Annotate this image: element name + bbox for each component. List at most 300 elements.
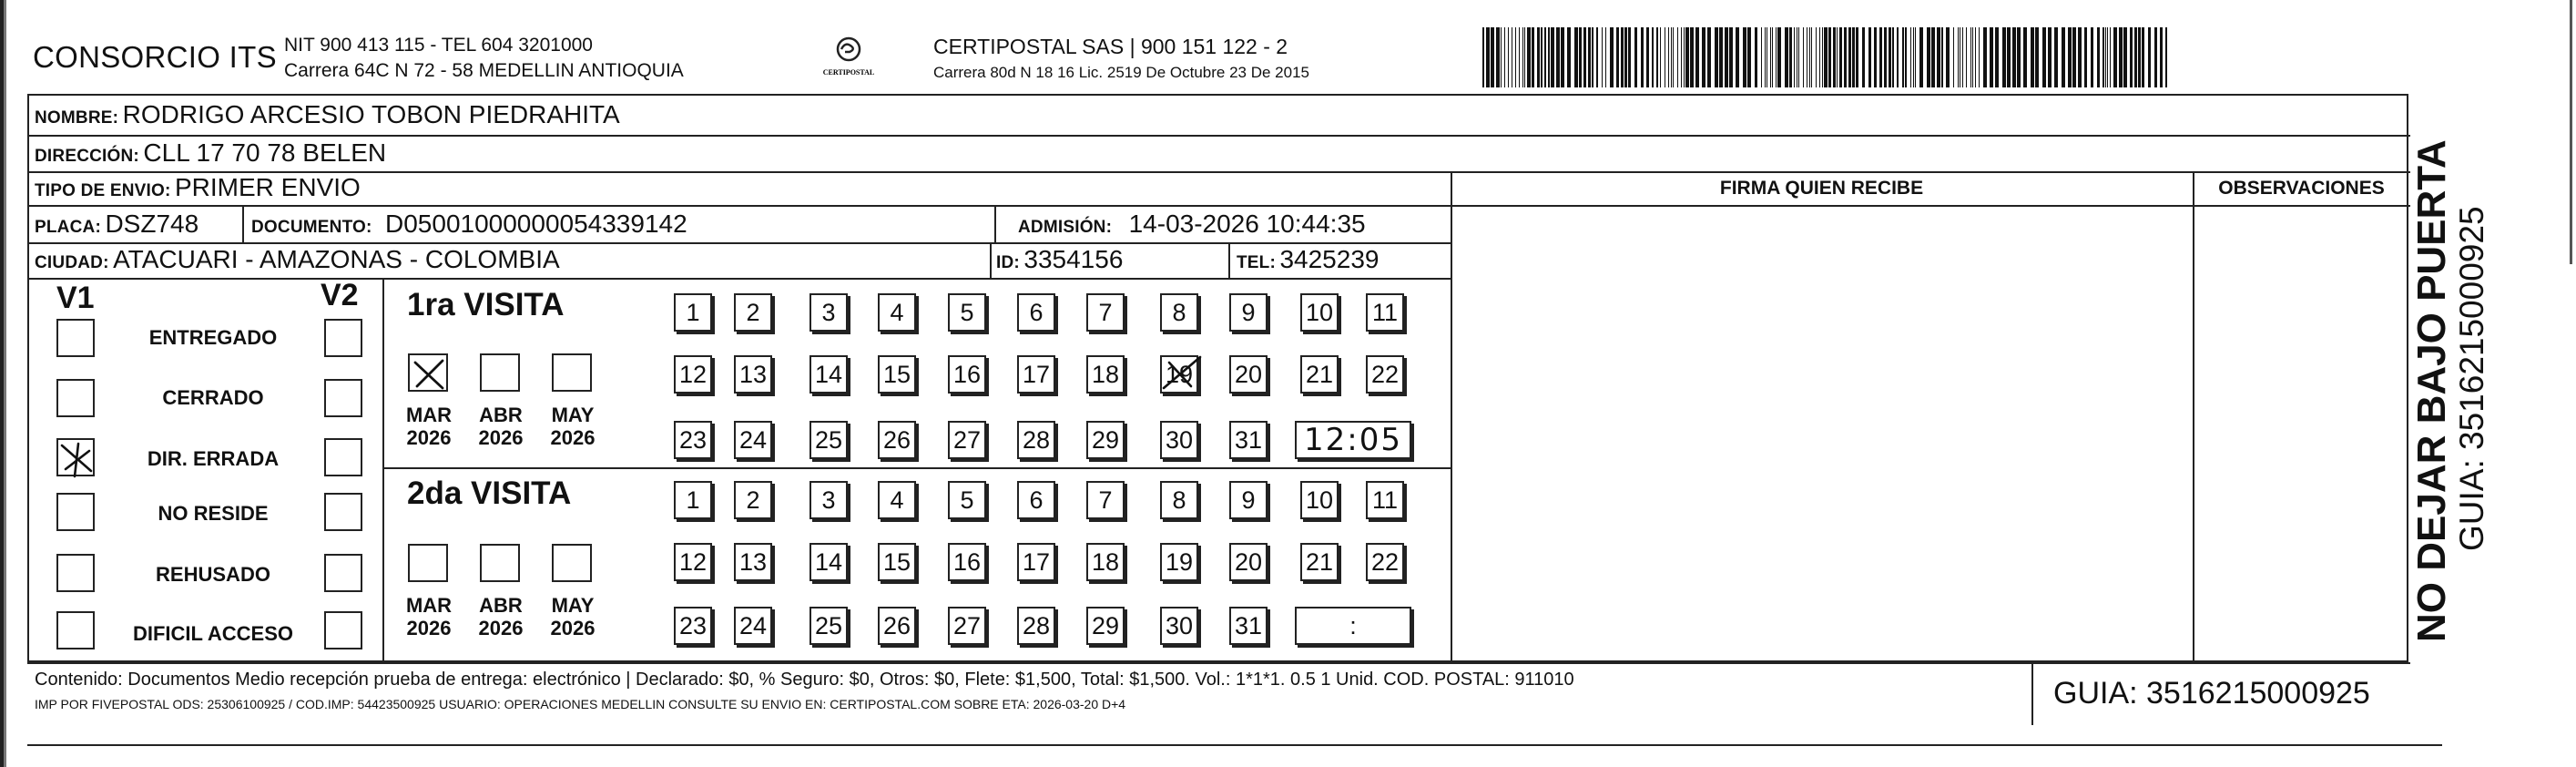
month-name: MAR — [405, 404, 453, 426]
barcode-bar — [1652, 27, 1654, 87]
barcode-bar — [2007, 27, 2011, 87]
barcode-bar — [1990, 27, 1993, 87]
barcode-bar — [1979, 27, 1980, 87]
day-box-7[interactable]: 7 — [1086, 481, 1125, 519]
barcode-bar — [2002, 27, 2006, 87]
courier-license: Carrera 80d N 18 16 Lic. 2519 De Octubre 23 De 2015 — [933, 64, 1309, 81]
barcode-bar — [1828, 27, 1831, 87]
day-box-20[interactable]: 20 — [1229, 355, 1268, 394]
barcode-bar — [1833, 27, 1836, 87]
barcode-bar — [2084, 27, 2087, 87]
barcode-bar — [1777, 27, 1781, 87]
second-visit-month-may-checkbox[interactable] — [552, 544, 592, 582]
city-label: CIUDAD: — [35, 253, 109, 272]
day-box-9[interactable]: 9 — [1229, 481, 1268, 519]
second-visit-month-may — [541, 594, 605, 640]
rule-city-id — [990, 242, 992, 278]
barcode-bar — [1574, 27, 1578, 87]
barcode-bar — [1641, 27, 1644, 87]
certipostal-logo-icon — [815, 36, 882, 80]
barcode-bar — [1941, 27, 1943, 87]
barcode-bar — [1743, 27, 1746, 87]
plate-cell — [35, 210, 199, 239]
status-label-rehusado: REHUSADO — [156, 563, 270, 586]
day-box-1[interactable]: 1 — [674, 293, 712, 332]
second-visit-time-value: : — [1349, 612, 1357, 639]
barcode-bar — [1892, 27, 1894, 87]
barcode-bar — [2138, 27, 2141, 87]
barcode-bar — [1794, 27, 1795, 87]
v2-checkbox-no-reside[interactable] — [324, 493, 362, 531]
status-label-cerrado: CERRADO — [162, 386, 264, 409]
city-cell — [35, 245, 560, 274]
barcode-bar — [2035, 27, 2039, 87]
side-warning: NO DEJAR BAJO PUERTA — [2409, 139, 2454, 642]
month-year: 2026 — [478, 617, 524, 640]
barcode-bar — [1905, 27, 1907, 87]
id-label: ID: — [996, 253, 1020, 272]
barcode-bar — [1913, 27, 1914, 87]
v1-checkbox-rehusado[interactable] — [56, 554, 95, 592]
scan-edge-right — [2570, 0, 2572, 264]
send-type-row — [35, 173, 361, 202]
barcode-bar — [1747, 27, 1751, 87]
barcode-bar — [2105, 27, 2106, 87]
day-box-6[interactable]: 6 — [1017, 293, 1055, 332]
rule-columns-header — [1451, 205, 2410, 207]
barcode-bar — [1515, 27, 1516, 87]
rule-plate — [27, 242, 1451, 244]
barcode-bar — [1685, 27, 1689, 87]
v2-checkbox-entregado[interactable] — [324, 319, 362, 357]
barcode-bar — [2048, 27, 2052, 87]
day-box-5[interactable]: 5 — [948, 293, 986, 332]
day-box-13[interactable]: 13 — [734, 355, 772, 394]
barcode-bar — [1868, 27, 1871, 87]
v2-checkbox-rehusado[interactable] — [324, 554, 362, 592]
month-year: 2026 — [550, 426, 596, 450]
second-visit-month-abr-checkbox[interactable] — [480, 544, 520, 582]
v1-checkbox-cerrado[interactable] — [56, 379, 95, 417]
barcode-bar — [1579, 27, 1582, 87]
barcode-bar — [1776, 27, 1777, 87]
day-box-14[interactable]: 14 — [809, 355, 848, 394]
day-box-4[interactable]: 4 — [878, 293, 916, 332]
day-box-1[interactable]: 1 — [674, 481, 712, 519]
barcode-bar — [1785, 27, 1788, 87]
barcode-bar — [2165, 27, 2167, 87]
rule-doc-admision — [994, 206, 996, 242]
barcode-bar — [2054, 27, 2058, 87]
day-box-30[interactable]: 30 — [1160, 607, 1198, 645]
status-label-dir-errada: DIR. ERRADA — [147, 447, 280, 470]
day-box-29[interactable]: 29 — [1086, 421, 1125, 459]
day-box-9[interactable]: 9 — [1229, 293, 1268, 332]
address-row — [35, 138, 386, 168]
rule-footer — [27, 662, 2410, 664]
send-type-label: TIPO DE ENVIO: — [35, 181, 171, 200]
send-type: PRIMER ENVIO — [175, 173, 361, 201]
barcode-bar — [1966, 27, 1967, 87]
barcode-bar — [2072, 27, 2076, 87]
bottom-rule — [27, 744, 2442, 746]
barcode-bar — [1668, 27, 1669, 87]
day-box-23[interactable]: 23 — [674, 421, 712, 459]
barcode-bar — [1972, 27, 1973, 87]
barcode-bar — [1837, 27, 1838, 87]
rule-city — [27, 278, 1451, 280]
barcode-bar — [2123, 27, 2127, 87]
day-box-15[interactable]: 15 — [878, 543, 916, 581]
barcode-bar — [1646, 27, 1649, 87]
barcode-bar — [1946, 27, 1950, 87]
barcode-bar — [1761, 27, 1762, 87]
day-box-28[interactable]: 28 — [1017, 421, 1055, 459]
tel-label: TEL: — [1237, 253, 1277, 272]
footer-content: Contenido: Documentos Medio recepción prueba de entrega: electrónico | Declarado: $0, % Seguro: $0, Otros: $0, Flete: $1,500, Total: $1,500. Vol.: 1*1*1. 0.5 1 Unid. COD. POSTAL: 911010 — [35, 670, 1574, 690]
barcode-bar — [1919, 27, 1923, 87]
day-box-3[interactable]: 3 — [809, 481, 848, 519]
day-box-16[interactable]: 16 — [948, 355, 986, 394]
rule-footer-guia — [2031, 662, 2033, 725]
barcode-bar — [2097, 27, 2100, 87]
barcode-bar — [1567, 27, 1571, 87]
day-box-18[interactable]: 18 — [1086, 543, 1125, 581]
day-box-19[interactable]: 19 — [1160, 543, 1198, 581]
second-visit-month-abr — [469, 594, 533, 640]
barcode-bar — [1915, 27, 1916, 87]
v2-checkbox-dir-errada[interactable] — [324, 438, 362, 476]
barcode-bar — [1707, 27, 1711, 87]
barcode-bar — [1501, 27, 1502, 87]
day-box-12[interactable]: 12 — [674, 543, 712, 581]
first-visit-month-may — [541, 404, 605, 450]
admission-label: ADMISIÓN: — [1018, 218, 1113, 237]
day-box-4[interactable]: 4 — [878, 481, 916, 519]
day-box-17[interactable]: 17 — [1017, 355, 1055, 394]
barcode-bar — [1819, 27, 1820, 87]
barcode-bar — [1621, 27, 1624, 87]
barcode-bar — [1824, 27, 1828, 87]
barcode-bar — [2068, 27, 2072, 87]
barcode-bar — [1610, 27, 1614, 87]
barcode-bar — [1695, 27, 1699, 87]
barcode-bar — [1811, 27, 1812, 87]
barcode-bar — [2134, 27, 2137, 87]
footer-guia-number: GUIA: 3516215000925 — [2053, 676, 2370, 711]
status-label-dificil-acceso: DIFICIL ACCESO — [132, 622, 293, 645]
barcode-bar — [2113, 27, 2117, 87]
barcode-bar — [1508, 27, 1509, 87]
barcode-bar — [1729, 27, 1733, 87]
barcode-bar — [2091, 27, 2093, 87]
barcode-bar — [1504, 27, 1505, 87]
barcode-bar — [1822, 27, 1823, 87]
day-box-30[interactable]: 30 — [1160, 421, 1198, 459]
day-box-24[interactable]: 24 — [734, 607, 772, 645]
barcode-bar — [1816, 27, 1817, 87]
barcode-bar — [2042, 27, 2046, 87]
barcode-bar — [2023, 27, 2027, 87]
barcode-bar — [1551, 27, 1554, 87]
day-box-14[interactable]: 14 — [809, 543, 848, 581]
plate-label: PLACA: — [35, 218, 101, 237]
plate-value: DSZ748 — [105, 210, 199, 238]
document-value: D05001000000054339142 — [385, 210, 687, 238]
day-box-15[interactable]: 15 — [878, 355, 916, 394]
v2-checkbox-cerrado[interactable] — [324, 379, 362, 417]
day-box-26[interactable]: 26 — [878, 421, 916, 459]
month-year: 2026 — [406, 617, 452, 640]
day-box-21[interactable]: 21 — [1300, 355, 1339, 394]
barcode-bar — [2160, 27, 2163, 87]
side-guia-number: GUIA: 3516215000925 — [2453, 206, 2490, 551]
day-box-3[interactable]: 3 — [809, 293, 848, 332]
day-box-12[interactable]: 12 — [674, 355, 712, 394]
barcode-bar — [1519, 27, 1520, 87]
first-visit-month-abr — [469, 404, 533, 450]
handwritten-x-icon — [410, 355, 450, 394]
barcode-bar — [1592, 27, 1593, 87]
scan-edge-left — [0, 0, 6, 767]
company-address: Carrera 64C N 72 - 58 MEDELLIN ANTIOQUIA — [284, 60, 684, 81]
barcode-bar — [1660, 27, 1661, 87]
barcode-bar — [2154, 27, 2157, 87]
barcode-bar — [1715, 27, 1718, 87]
barcode-bar — [1995, 27, 1999, 87]
document-cell — [251, 210, 687, 239]
barcode-bar — [1596, 27, 1598, 87]
day-box-11[interactable]: 11 — [1366, 293, 1404, 332]
barcode-bar — [2017, 27, 2021, 87]
month-name: MAY — [551, 594, 595, 617]
barcode-bar — [1856, 27, 1858, 87]
rule-sig-left — [1451, 171, 1452, 662]
day-box-17[interactable]: 17 — [1017, 543, 1055, 581]
v2-checkbox-dificil-acceso[interactable] — [324, 611, 362, 649]
day-box-7[interactable]: 7 — [1086, 293, 1125, 332]
barcode-bar — [1839, 27, 1842, 87]
barcode-bar — [1624, 27, 1627, 87]
day-box-16[interactable]: 16 — [948, 543, 986, 581]
barcode-bar — [1862, 27, 1865, 87]
courier-name: CERTIPOSTAL SAS | 900 151 122 - 2 — [933, 35, 1288, 58]
day-box-20[interactable]: 20 — [1229, 543, 1268, 581]
barcode-bar — [1482, 27, 1484, 87]
month-name: ABR — [479, 594, 523, 617]
rule-send-type — [27, 205, 1451, 207]
day-box-10[interactable]: 10 — [1300, 293, 1339, 332]
month-name: MAR — [405, 594, 453, 617]
day-box-10[interactable]: 10 — [1300, 481, 1339, 519]
day-box-22[interactable]: 22 — [1366, 543, 1404, 581]
barcode-bar — [1958, 27, 1959, 87]
rule-visit-split — [382, 467, 1451, 469]
barcode-bar — [1616, 27, 1619, 87]
barcode-bar — [2107, 27, 2108, 87]
day-box-28[interactable]: 28 — [1017, 607, 1055, 645]
city-value: ATACUARI - AMAZONAS - COLOMBIA — [113, 245, 560, 273]
day-box-23[interactable]: 23 — [674, 607, 712, 645]
barcode-bar — [1602, 27, 1603, 87]
barcode-bar — [1524, 27, 1525, 87]
day-box-5[interactable]: 5 — [948, 481, 986, 519]
v1-checkbox-dificil-acceso[interactable] — [56, 611, 95, 649]
barcode-bar — [1656, 27, 1658, 87]
day-box-27[interactable]: 27 — [948, 421, 986, 459]
day-box-11[interactable]: 11 — [1366, 481, 1404, 519]
v2-header: V2 — [321, 278, 359, 312]
first-visit-month-mar-checkbox[interactable] — [408, 353, 448, 392]
barcode-bar — [1962, 27, 1963, 87]
barcode — [1482, 27, 2174, 87]
day-box-24[interactable]: 24 — [734, 421, 772, 459]
barcode-bar — [1673, 27, 1674, 87]
admission-cell — [1018, 210, 1366, 239]
barcode-bar — [2078, 27, 2082, 87]
v1-header: V1 — [56, 281, 95, 315]
document-label: DOCUMENTO: — [251, 218, 372, 237]
tel-value: 3425239 — [1279, 245, 1380, 273]
barcode-bar — [1937, 27, 1940, 87]
barcode-bar — [1725, 27, 1728, 87]
barcode-bar — [1884, 27, 1887, 87]
barcode-bar — [2012, 27, 2016, 87]
barcode-bar — [1803, 27, 1804, 87]
barcode-bar — [1681, 27, 1682, 87]
barcode-bar — [1719, 27, 1723, 87]
v1-checkbox-no-reside[interactable] — [56, 493, 95, 531]
barcode-bar — [1844, 27, 1847, 87]
day-box-18[interactable]: 18 — [1086, 355, 1125, 394]
first-visit-time[interactable] — [1295, 421, 1411, 459]
recipient-address: CLL 17 70 78 BELEN — [143, 138, 387, 167]
second-visit-time[interactable] — [1295, 607, 1411, 645]
barcode-bar — [1605, 27, 1606, 87]
barcode-bar — [1486, 27, 1490, 87]
day-box-31[interactable]: 31 — [1229, 607, 1268, 645]
month-year: 2026 — [406, 426, 452, 450]
barcode-bar — [1537, 27, 1540, 87]
barcode-bar — [1628, 27, 1631, 87]
barcode-bar — [1588, 27, 1591, 87]
barcode-bar — [1897, 27, 1899, 87]
signature-header: FIRMA QUIEN RECIBE — [1719, 178, 1924, 199]
day-box-8[interactable]: 8 — [1160, 481, 1198, 519]
barcode-bar — [1852, 27, 1855, 87]
barcode-bar — [2148, 27, 2151, 87]
second-visit-title: 2da VISITA — [407, 476, 572, 511]
month-year: 2026 — [550, 617, 596, 640]
day-box-29[interactable]: 29 — [1086, 607, 1125, 645]
day-box-25[interactable]: 25 — [809, 607, 848, 645]
barcode-bar — [1548, 27, 1550, 87]
barcode-bar — [2103, 27, 2104, 87]
day-box-21[interactable]: 21 — [1300, 543, 1339, 581]
day-box-19[interactable]: 19 — [1160, 355, 1198, 394]
rule-obs-left — [2193, 171, 2194, 662]
v1-checkbox-dir-errada[interactable] — [56, 438, 95, 476]
barcode-bar — [1684, 27, 1685, 87]
day-box-26[interactable]: 26 — [878, 607, 916, 645]
barcode-bar — [1765, 27, 1766, 87]
name-row — [35, 100, 620, 129]
barcode-bar — [1755, 27, 1757, 87]
barcode-bar — [1561, 27, 1564, 87]
barcode-bar — [1809, 27, 1810, 87]
first-visit-month-abr-checkbox[interactable] — [480, 353, 520, 392]
admission-value: 14-03-2026 10:44:35 — [1128, 210, 1366, 238]
barcode-bar — [2130, 27, 2133, 87]
rule-plate-doc — [242, 206, 244, 242]
second-visit-month-mar-checkbox[interactable] — [408, 544, 448, 582]
barcode-bar — [2142, 27, 2144, 87]
barcode-bar — [1927, 27, 1930, 87]
second-visit-month-mar — [397, 594, 461, 640]
barcode-bar — [1677, 27, 1678, 87]
day-box-8[interactable]: 8 — [1160, 293, 1198, 332]
rule-name — [27, 135, 2410, 137]
name-label: NOMBRE: — [35, 108, 119, 128]
barcode-bar — [1736, 27, 1739, 87]
day-box-27[interactable]: 27 — [948, 607, 986, 645]
handwritten-strike-icon — [1160, 353, 1204, 394]
barcode-bar — [1975, 27, 1976, 87]
barcode-bar — [1983, 27, 1987, 87]
barcode-bar — [1772, 27, 1773, 87]
barcode-bar — [2062, 27, 2065, 87]
day-box-2[interactable]: 2 — [734, 293, 772, 332]
barcode-bar — [1496, 27, 1500, 87]
barcode-bar — [1902, 27, 1904, 87]
day-box-13[interactable]: 13 — [734, 543, 772, 581]
rule-address — [27, 171, 2410, 173]
rule-status-visits — [382, 278, 384, 662]
barcode-bar — [1970, 27, 1971, 87]
barcode-bar — [1953, 27, 1954, 87]
barcode-bar — [1634, 27, 1637, 87]
barcode-bar — [1770, 27, 1771, 87]
month-year: 2026 — [478, 426, 524, 450]
month-name: ABR — [479, 404, 523, 426]
v1-checkbox-entregado[interactable] — [56, 319, 95, 357]
day-box-31[interactable]: 31 — [1229, 421, 1268, 459]
barcode-bar — [1556, 27, 1560, 87]
company-nit: NIT 900 413 115 - TEL 604 3201000 — [284, 35, 593, 56]
company-name: CONSORCIO ITS — [33, 40, 277, 74]
logo-wordmark: CERTIPOSTAL — [822, 68, 875, 77]
status-label-entregado: ENTREGADO — [148, 326, 278, 349]
month-name: MAY — [551, 404, 595, 426]
barcode-bar — [1671, 27, 1672, 87]
barcode-bar — [1544, 27, 1546, 87]
id-cell — [996, 245, 1123, 274]
day-box-2[interactable]: 2 — [734, 481, 772, 519]
barcode-bar — [1889, 27, 1891, 87]
day-box-25[interactable]: 25 — [809, 421, 848, 459]
day-box-6[interactable]: 6 — [1017, 481, 1055, 519]
address-label: DIRECCIÓN: — [35, 147, 139, 166]
id-value: 3354156 — [1023, 245, 1124, 273]
barcode-bar — [1702, 27, 1705, 87]
barcode-bar — [1527, 27, 1531, 87]
barcode-bar — [1874, 27, 1877, 87]
certipostal-logo — [815, 36, 882, 80]
day-box-22[interactable]: 22 — [1366, 355, 1404, 394]
barcode-bar — [1690, 27, 1694, 87]
first-visit-month-may-checkbox[interactable] — [552, 353, 592, 392]
observations-header: OBSERVACIONES — [2218, 178, 2385, 199]
